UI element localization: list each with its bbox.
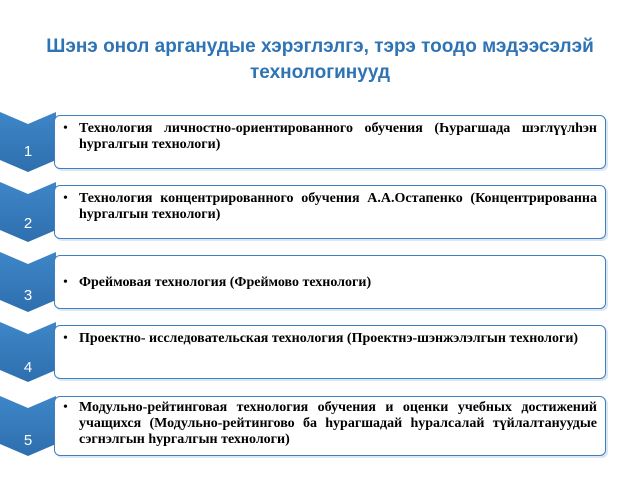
step-chevron (0, 112, 56, 172)
step-box (54, 115, 606, 169)
step-text: Проектно- исследовательская технология (Проектнэ-шэнжэлэлгын технологи) (79, 331, 579, 346)
list-item (0, 112, 640, 172)
bullet-icon: • (63, 191, 68, 206)
page-title: Шэнэ онол арганудые хэрэглэлгэ, тэрэ тоодо мэдээсэлэй технологинууд (46, 36, 594, 83)
bullet-icon: • (63, 121, 68, 136)
bullet-icon: • (63, 275, 68, 290)
step-number: 1 (23, 143, 33, 160)
bullet-icon: • (63, 331, 68, 346)
bullet-icon: • (63, 400, 68, 415)
step-number: 3 (23, 287, 33, 304)
step-number: 5 (23, 432, 33, 449)
step-text: Модульно-рейтинговая технология обучения и оценки учебных достижений учащихся (Модульно-рейтингово ба һурагшадай һуралсалай түйлалтануудые сэгнэлгын һургалгын технологи) (79, 400, 597, 447)
list-item (0, 396, 640, 456)
list-item (0, 252, 640, 312)
step-number: 4 (23, 359, 33, 376)
list-item (0, 182, 640, 242)
step-text: Технология личностно-ориентированного обучения (Һурагшада шэглүүлһэн һургалгын технологи) (79, 121, 597, 152)
step-chevron (0, 182, 56, 242)
step-box (54, 325, 606, 379)
list-item (0, 322, 640, 382)
step-box (54, 396, 606, 456)
step-text: Технология концентрированного обучения А.А.Остапенко (Концентрированна һургалгын технологи) (79, 191, 597, 222)
step-box (54, 185, 606, 239)
step-box (54, 255, 606, 309)
step-text: Фреймовая технология (Фреймово технологи) (79, 275, 372, 290)
step-number: 2 (23, 215, 33, 232)
